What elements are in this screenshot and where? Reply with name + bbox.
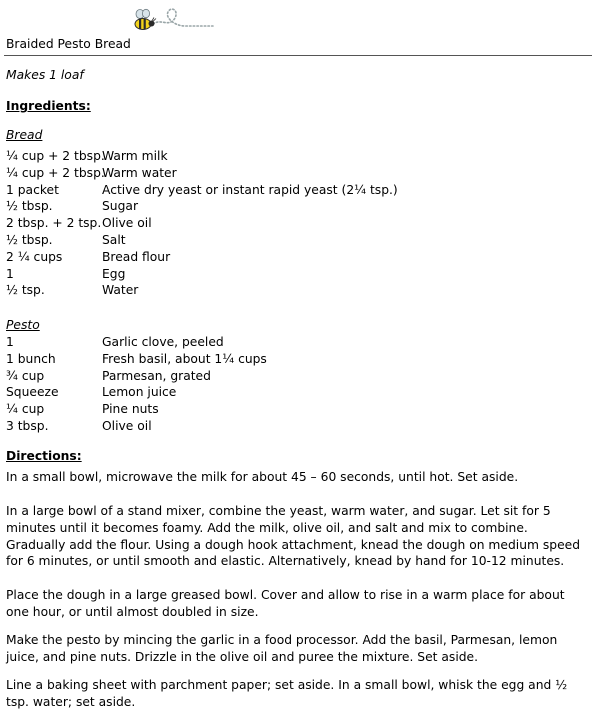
recipe-yield: Makes 1 loaf [6, 68, 84, 82]
ingredient-quantity: ½ tbsp. [6, 199, 53, 214]
direction-step: In a small bowl, microwave the milk for about 45 – 60 seconds, until hot. Set aside. [6, 470, 519, 484]
ingredient-name: Bread flour [102, 249, 171, 264]
directions-heading: Directions: [6, 449, 82, 463]
ingredient-quantity: ½ tbsp. [6, 232, 53, 247]
bee-icon [131, 4, 215, 34]
ingredient-name: Olive oil [102, 216, 152, 231]
ingredient-name: Salt [102, 232, 126, 247]
ingredient-name: Fresh basil, about 1¼ cups [102, 351, 267, 366]
ingredient-quantity: 1 [6, 335, 14, 349]
ingredients-heading: Ingredients: [6, 99, 91, 113]
ingredient-quantity: ¾ cup [6, 368, 45, 383]
direction-step: Make the pesto by mincing the garlic in a food processor. Add the basil, Parmesan, lemon juice, and pine nuts. Drizzle in the olive oil and puree the mixture. Set aside. [6, 633, 558, 664]
direction-step: Line a baking sheet with parchment paper; set aside. In a small bowl, whisk the egg and ½ tsp. water; set aside. [6, 678, 568, 709]
ingredient-name: Active dry yeast or instant rapid yeast (2¼ tsp.) [102, 182, 398, 197]
direction-step: In a large bowl of a stand mixer, combine the yeast, warm water, and sugar. Let sit for 5 minutes until it becomes foamy. Add the milk, olive oil, and salt and mix to combine. Gradually add the flour. Using a dough hook attachment, knead the dough on medium speed for 6 minutes, or until smooth and elastic. Alternatively, knead by hand for 10-12 minutes. [6, 504, 581, 569]
ingredient-name: Pine nuts [102, 402, 159, 417]
ingredient-quantity: ¼ cup [6, 402, 45, 417]
ingredient-name: Sugar [102, 199, 138, 214]
ingredient-name: Lemon juice [102, 385, 177, 400]
ingredient-name: Water [102, 283, 139, 298]
ingredient-name: Warm milk [102, 149, 168, 163]
ingredient-name: Egg [102, 266, 126, 281]
ingredient-name: Garlic clove, peeled [102, 335, 224, 349]
ingredient-quantity: ¼ cup + 2 tbsp. [6, 165, 105, 180]
ingredient-quantity: 2 ¼ cups [6, 249, 63, 264]
ingredient-quantity: 1 [6, 266, 14, 281]
ingredient-quantity: 2 tbsp. + 2 tsp. [6, 216, 102, 231]
ingredient-name: Olive oil [102, 418, 152, 433]
ingredient-quantity: ½ tsp. [6, 283, 45, 298]
ingredient-quantity: 3 tbsp. [6, 418, 49, 433]
document-title: Braided Pesto Bread [6, 37, 131, 51]
direction-step: Place the dough in a large greased bowl. Cover and allow to rise in a warm place for about one hour, or until almost doubled in size. [6, 588, 565, 619]
pesto-subheading: Pesto [6, 318, 40, 332]
ingredient-quantity: Squeeze [6, 385, 59, 400]
ingredient-quantity: 1 bunch [6, 351, 56, 366]
ingredient-name: Warm water [102, 165, 177, 180]
ingredient-name: Parmesan, grated [102, 368, 211, 383]
ingredient-quantity: ¼ cup + 2 tbsp. [6, 149, 105, 163]
ingredient-quantity: 1 packet [6, 182, 59, 197]
bread-subheading: Bread [6, 128, 43, 142]
header-divider [4, 55, 592, 56]
